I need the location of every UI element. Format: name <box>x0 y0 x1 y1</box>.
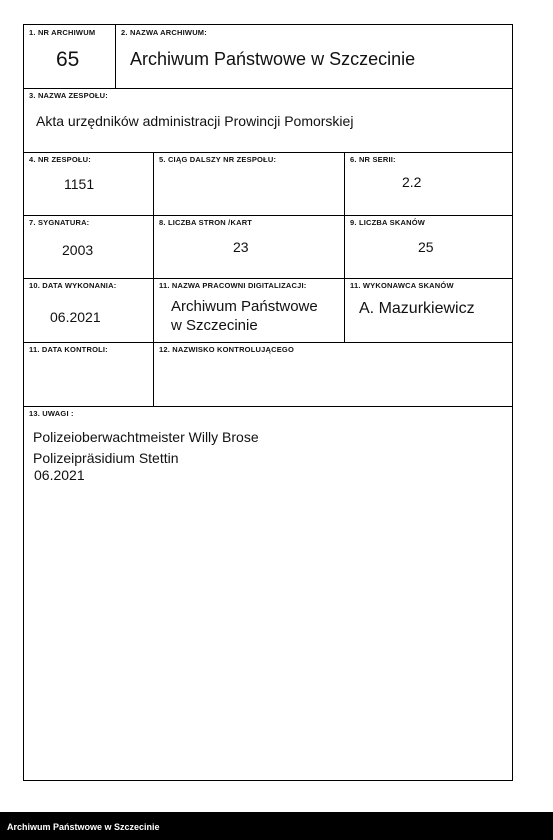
nazwa-archiwum-label: 2. NAZWA ARCHIWUM: <box>121 28 207 37</box>
pracownia-label: 11. NAZWA PRACOWNI DIGITALIZACJI: <box>159 281 307 290</box>
archive-card <box>23 24 513 781</box>
uwagi-line2: Polizeipräsidium Stettin <box>33 450 179 466</box>
column-divider <box>115 25 116 88</box>
data-wykonania-value: 06.2021 <box>50 309 101 325</box>
liczba-stron-label: 8. LICZBA STRON /KART <box>159 218 253 227</box>
sygnatura-value: 2003 <box>62 242 94 258</box>
pracownia-line2: w Szczecinie <box>171 317 258 334</box>
nr-zespolu-label: 4. NR ZESPOŁU: <box>29 155 91 164</box>
uwagi-line1: Polizeioberwachtmeister Willy Brose <box>33 429 259 445</box>
column-divider <box>344 152 345 342</box>
uwagi-line3: 06.2021 <box>34 467 85 483</box>
row-divider <box>24 88 512 89</box>
row-divider <box>24 278 512 279</box>
nazwa-zespolu-value: Akta urzędników administracji Prowincji Pomorskiej <box>36 113 354 129</box>
nr-serii-label: 6. NR SERII: <box>350 155 396 164</box>
column-divider <box>153 152 154 406</box>
sygnatura-label: 7. SYGNATURA: <box>29 218 90 227</box>
ciag-dalszy-label: 5. CIĄG DALSZY NR ZESPOŁU: <box>159 155 277 164</box>
liczba-stron-value: 23 <box>233 239 249 255</box>
nr-serii-value: 2.2 <box>402 174 422 190</box>
footer-text: Archiwum Państwowe w Szczecinie <box>7 822 160 832</box>
nr-archiwum-label: 1. NR ARCHIWUM <box>29 28 96 37</box>
row-divider <box>24 215 512 216</box>
row-divider <box>24 406 512 407</box>
row-divider <box>24 152 512 153</box>
liczba-skanow-value: 25 <box>418 239 434 255</box>
nazwa-archiwum-value: Archiwum Państwowe w Szczecinie <box>130 49 416 69</box>
nazwisko-label: 12. NAZWISKO KONTROLUJĄCEGO <box>159 345 294 354</box>
pracownia-line1: Archiwum Państwowe <box>171 298 318 315</box>
nr-zespolu-value: 1151 <box>64 176 95 192</box>
data-wykonania-label: 10. DATA WYKONANIA: <box>29 281 117 290</box>
liczba-skanow-label: 9. LICZBA SKANÓW <box>350 218 426 227</box>
nr-archiwum-value: 65 <box>56 48 80 71</box>
row-divider <box>24 342 512 343</box>
data-kontroli-label: 11. DATA KONTROLI: <box>29 345 108 354</box>
uwagi-label: 13. UWAGI : <box>29 409 74 418</box>
wykonawca-label: 11. WYKONAWCA SKANÓW <box>350 281 454 290</box>
wykonawca-value: A. Mazurkiewicz <box>359 300 475 317</box>
footer-bar <box>0 812 553 840</box>
nazwa-zespolu-label: 3. NAZWA ZESPOŁU: <box>29 91 108 100</box>
